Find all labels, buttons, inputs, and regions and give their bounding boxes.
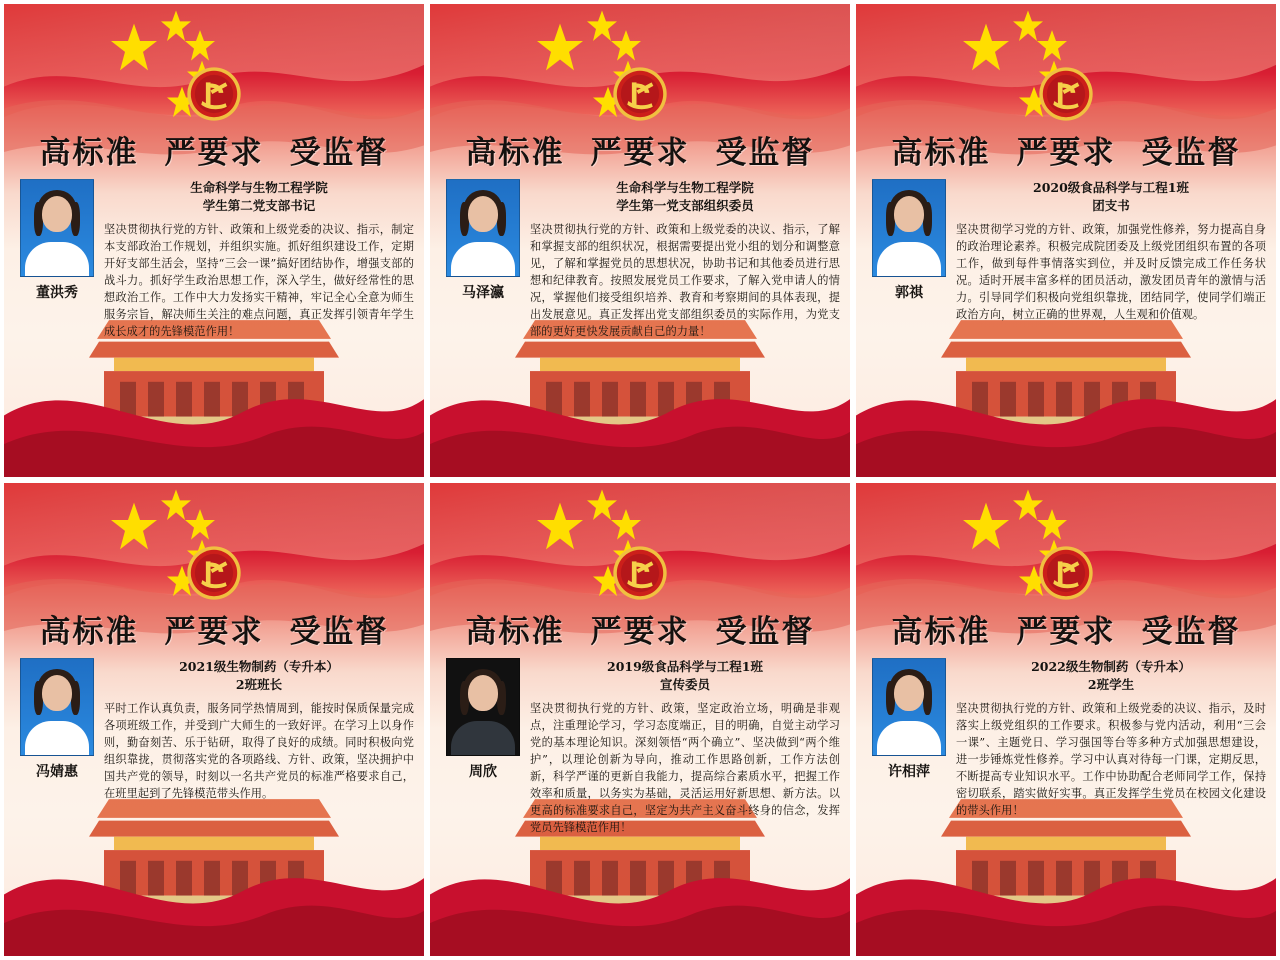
party-emblem-icon (611, 544, 669, 602)
photo-column (444, 179, 522, 340)
person-title-line-1: 2019级食品科学与工程1班 (607, 659, 763, 674)
person-statement: 坚决贯彻执行党的方针、政策和上级党委的决议、指示，了解和掌握支部的组织状况，根据需要提出党小组的划分和调整意见，了解和掌握党员的思想状况，协助书记和其他委员进行思想和纪律教育。按照发展党员工作要求，了解入党申请人的情况，掌握他们接受组织培养、教育和考察期间的具体表现，提出发展意见。真正发挥出党支部组织委员的实际作用，为党支部的更好更快发展贡献自己的力量！ (530, 223, 840, 339)
portrait-photo (20, 179, 94, 277)
card-content (4, 179, 424, 340)
person-title (956, 658, 1266, 694)
portrait-photo (20, 658, 94, 756)
slogan-part-3: 受监督 (1141, 613, 1241, 650)
person-title-line-2: 2班班长 (235, 677, 283, 693)
slogan (430, 127, 850, 172)
person-title (530, 658, 840, 694)
person-title-line-2: 学生第二党支部书记 (202, 198, 316, 214)
slogan (856, 606, 1276, 651)
party-emblem-icon (185, 65, 243, 123)
card-content (430, 179, 850, 340)
red-ribbon-graphic (4, 833, 424, 956)
slogan-part-2: 严要求 (1016, 613, 1116, 650)
slogan-part-1: 高标准 (39, 134, 139, 171)
person-statement: 坚决贯彻执行党的方针、政策和上级党委的决议、指示，制定本支部政治工作规划，并组织实施。抓好组织建设工作，定期开好支部生活会，坚持“三会一课”搞好团结协作，增强支部的战斗力。抓好学生政治思想工作，深入学生，做好经常性的思想政治工作。工作中大力发扬实干精神，牢记全心全意为师生服务宗旨，解决师生关注的难点问题，真正发挥引领青年学生成长成才的先锋模范作用！ (104, 223, 414, 339)
person-title-line-1: 2021级生物制药（专升本） (179, 659, 339, 674)
text-column (956, 179, 1266, 323)
portrait-photo (872, 179, 946, 277)
person-statement: 平时工作认真负责，服务同学热情周到，能按时保质保量完成各项班级工作，并受到广大师生的一致好评。在学习上以身作则，勤奋刻苦、乐于钻研，取得了良好的成绩。同时积极向党组织靠拢，贯彻落实党的各项路线、方针、政策，坚决拥护中国共产党的领导，时刻以一名共产党员的标准严格要求自己，在班里起到了先锋模范带头作用。 (104, 702, 414, 801)
red-ribbon-graphic (430, 833, 850, 956)
slogan-part-2: 严要求 (590, 613, 690, 650)
photo-column (870, 179, 948, 323)
text-column (530, 658, 840, 836)
photo-column (18, 179, 96, 340)
slogan-part-3: 受监督 (715, 613, 815, 650)
slogan (4, 606, 424, 651)
person-title-line-1: 2020级食品科学与工程1班 (1033, 180, 1189, 195)
person-statement: 坚决贯彻执行党的方针、政策和上级党委的决议、指示，及时落实上级党组织的工作要求。积极参与党内活动，利用“三会一课”、主题党日、学习强国等台等多种方式加强思想建设，进一步锤炼党性修养。学习中认真对待每一门课，定期反思，不断提高专业知识水平。工作中协助配合老师同学工作，保持密切联系，踏实做好实事。真正发挥学生党员在校园文化建设的带头作用！ (956, 702, 1266, 818)
slogan-part-1: 高标准 (465, 613, 565, 650)
person-title-line-2: 2班学生 (1087, 677, 1135, 693)
person-title (530, 179, 840, 215)
poster-card (4, 483, 424, 956)
photo-column (18, 658, 96, 802)
slogan-part-3: 受监督 (1141, 134, 1241, 171)
person-name: 冯婧惠 (36, 764, 78, 780)
card-content (856, 658, 1276, 819)
slogan-part-1: 高标准 (891, 134, 991, 171)
red-ribbon-graphic (856, 354, 1276, 477)
person-title-line-1: 生命科学与生物工程学院 (190, 180, 328, 195)
poster-card (856, 483, 1276, 956)
slogan-part-3: 受监督 (289, 613, 389, 650)
text-column (530, 179, 840, 340)
red-ribbon-graphic (430, 354, 850, 477)
poster-card (430, 483, 850, 956)
slogan-part-1: 高标准 (39, 613, 139, 650)
red-ribbon-graphic (856, 833, 1276, 956)
person-title (104, 658, 414, 694)
slogan-part-3: 受监督 (715, 134, 815, 171)
slogan-part-2: 严要求 (164, 134, 264, 171)
portrait-photo (446, 658, 520, 756)
card-content (856, 179, 1276, 323)
person-name: 许相萍 (888, 764, 930, 780)
person-statement: 坚决贯彻学习党的方针、政策，加强党性修养，努力提高自身的政治理论素养。积极完成院团委及上级党团组织布置的各项工作，做到每件事情落实到位，并及时反馈完成工作任务状况。适时开展丰富多样的团员活动，激发团员青年的激情与活力。引导同学们积极向党组织靠拢，团结同学，使同学们端正政治方向，树立正确的世界观，人生观和价值观。 (956, 223, 1266, 322)
red-ribbon-graphic (4, 354, 424, 477)
photo-column (444, 658, 522, 836)
person-title-line-2: 学生第一党支部组织委员 (616, 198, 754, 214)
slogan-part-2: 严要求 (164, 613, 264, 650)
text-column (104, 179, 414, 340)
text-column (104, 658, 414, 802)
slogan-part-2: 严要求 (1016, 134, 1116, 171)
slogan-part-1: 高标准 (891, 613, 991, 650)
slogan (430, 606, 850, 651)
person-title-line-2: 团支书 (1092, 198, 1130, 214)
portrait-photo (872, 658, 946, 756)
photo-column (870, 658, 948, 819)
person-title (956, 179, 1266, 215)
slogan-part-2: 严要求 (590, 134, 690, 171)
slogan (4, 127, 424, 172)
party-emblem-icon (185, 544, 243, 602)
poster-card (430, 4, 850, 477)
person-title-line-2: 宣传委员 (659, 677, 710, 693)
card-content (430, 658, 850, 836)
slogan-part-1: 高标准 (465, 134, 565, 171)
text-column (956, 658, 1266, 819)
poster-card (856, 4, 1276, 477)
poster-card (4, 4, 424, 477)
portrait-photo (446, 179, 520, 277)
slogan-part-3: 受监督 (289, 134, 389, 171)
person-name: 董洪秀 (36, 285, 78, 301)
party-emblem-icon (1037, 65, 1095, 123)
person-statement: 坚决贯彻执行党的方针、政策，坚定政治立场，明确是非观点，注重理论学习，学习态度端正，目的明确，自觉主动学习党的基本理论知识。深刻领悟“两个确立”、坚决做到“两个维护”，以理论创新为导向，推动工作思路创新，工作方法创新，科学严谨的更新自我能力，提高综合素质水平，把握工作效率和质量，以务实为基础，灵活运用好新思想、新方法。以更高的标准要求自己，坚定为共产主义奋斗终身的信念，发挥党员先锋模范作用！ (530, 702, 840, 835)
party-emblem-icon (611, 65, 669, 123)
party-emblem-icon (1037, 544, 1095, 602)
person-name: 周欣 (469, 764, 497, 780)
card-content (4, 658, 424, 802)
person-title (104, 179, 414, 215)
person-name: 马泽瀛 (462, 285, 504, 301)
person-title-line-1: 2022级生物制药（专升本） (1031, 659, 1191, 674)
person-name: 郭祺 (895, 285, 923, 301)
person-title-line-1: 生命科学与生物工程学院 (616, 180, 754, 195)
slogan (856, 127, 1276, 172)
